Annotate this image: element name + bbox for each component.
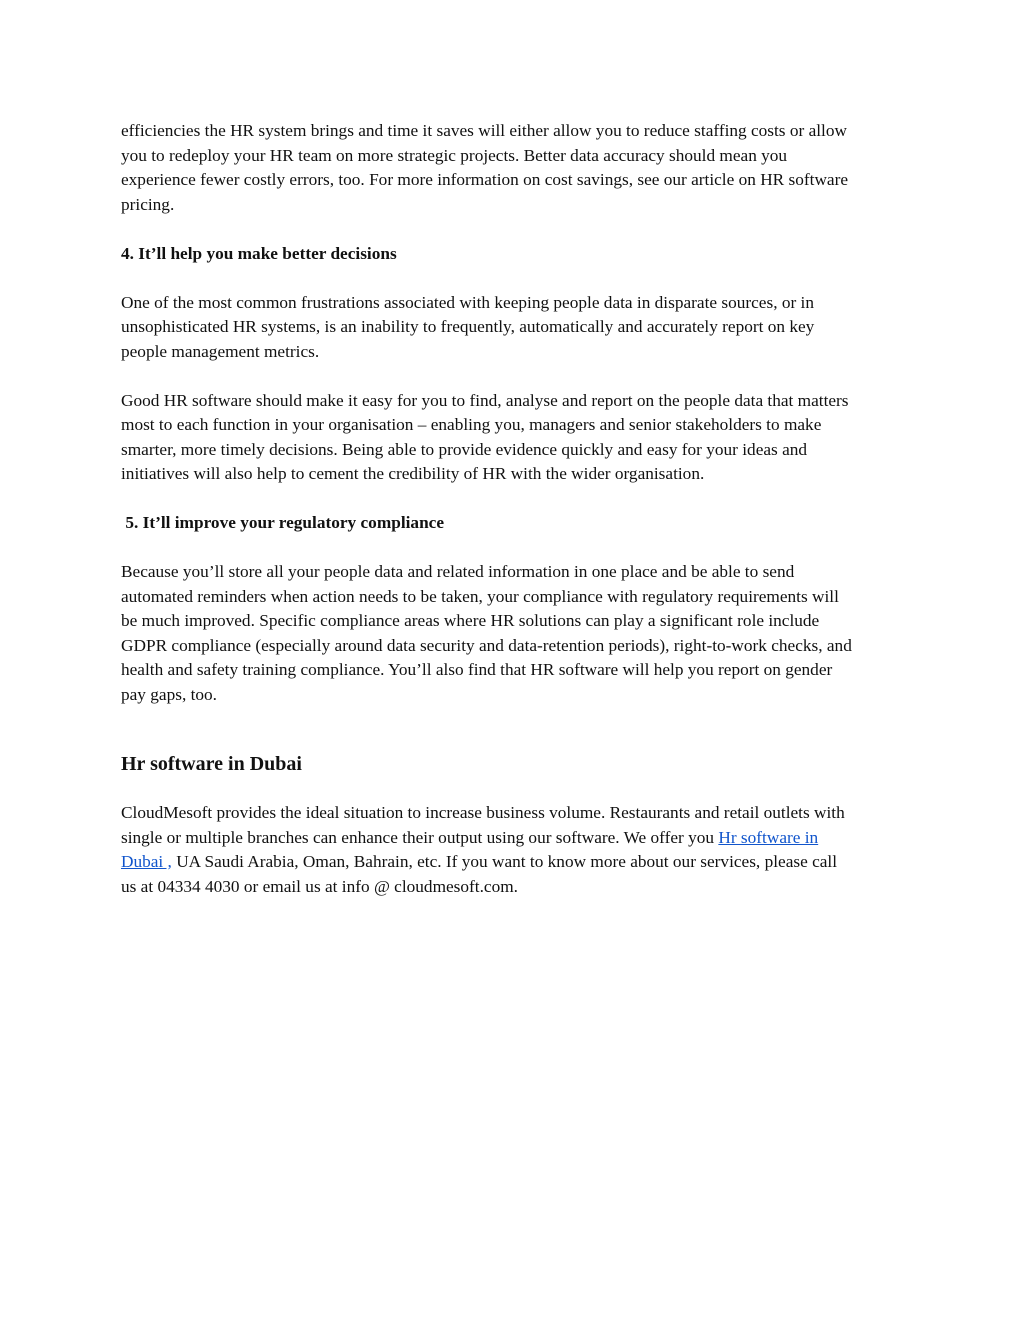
paragraph-cloudmesoft [121, 801, 911, 899]
paragraph-good-hr-software: Good HR software should make it easy for you to find, analyse and report on the people data that matters most to each function in your organisation – enabling you, managers and senior stakeholders to make smarter, more timely decisions. Being able to provide evidence quickly and easy for your ideas and initiatives will also help to cement the credibility of HR with the wider organisation. [121, 390, 849, 483]
heading-regulatory-compliance: 5. It’ll improve your regulatory compliance [121, 513, 445, 532]
heading-better-decisions: 4. It’ll help you make better decisions [121, 243, 397, 263]
paragraph-cloudmesoft-text-start: CloudMesoft provides the ideal situation to increase business volume. Restaurants and retail outlets with single or multiple branches can enhance their output using our software. We offer you [121, 803, 845, 847]
spacer [121, 707, 911, 751]
spacer [121, 536, 911, 561]
spacer [121, 777, 911, 801]
document-page [121, 119, 911, 899]
link-text-line2: Dubai , [121, 852, 172, 871]
link-text-line1: Hr software in [718, 827, 819, 847]
spacer [121, 217, 911, 242]
heading-hr-software-dubai: Hr software in Dubai [121, 753, 302, 775]
spacer [121, 364, 911, 389]
spacer [121, 266, 911, 291]
spacer [121, 487, 911, 512]
paragraph-cost-savings: efficiencies the HR system brings and time it saves will either allow you to reduce staffing costs or allow you to redeploy your HR team on more strategic projects. Better data accuracy should mean you experience fewer costly errors, too. For more information on cost savings, see our article on HR software pricing. [121, 121, 849, 214]
paragraph-cloudmesoft-text-end: UA Saudi Arabia, Oman, Bahrain, etc. If you want to know more about our services, please call us at 04334 4030 or email us at info @ cloudmesoft.com. [121, 852, 838, 896]
paragraph-compliance: Because you’ll store all your people data and related information in one place and be able to send automated reminders when action needs to be taken, your compliance with regulatory requirements will be much improved. Specific compliance areas where HR solutions can play a significant role include GDPR compliance (especially around data security and data-retention periods), right-to-work checks, and health and safety training compliance. You’ll also find that HR software will help you report on gender pay gaps, too. [121, 562, 852, 704]
paragraph-frustrations: One of the most common frustrations associated with keeping people data in disparate sources, or in unsophisticated HR systems, is an inability to frequently, automatically and accurately report on key people management metrics. [121, 292, 815, 361]
